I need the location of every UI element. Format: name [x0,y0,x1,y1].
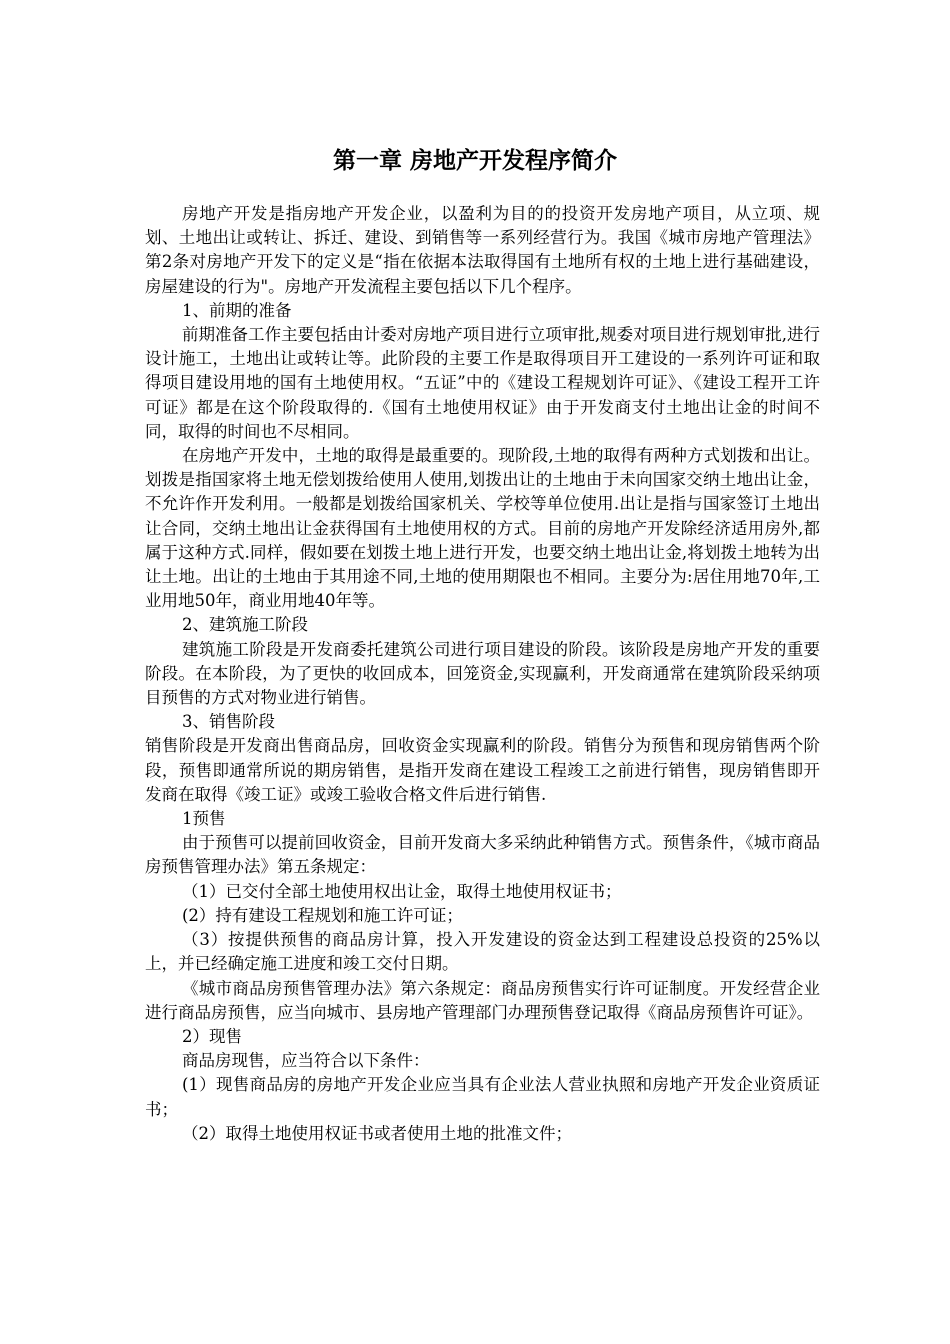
paragraph-construction: 建筑施工阶段是开发商委托建筑公司进行项目建设的阶段。该阶段是房地产开发的重要阶段。在本阶段，为了更快的收回成本，回笼资金,实现赢利，开发商通常在建筑阶段采纳项目预售的方式对物业进行销售。 [145,639,820,708]
spot-sale-condition-1: (1）现售商品房的房地产开发企业应当具有企业法人营业执照和房地产开发企业资质证书； [145,1075,820,1119]
section-heading-sales: 3、销售阶段 [182,712,275,732]
presale-condition-3: （3）按提供预售的商品房计算，投入开发建设的资金达到工程建设总投资的25%以上，并已经确定施工进度和竣工交付日期。 [145,930,820,974]
document-body [145,202,820,1146]
chapter-title: 第一章 房地产开发程序简介 [332,148,617,174]
section-heading-construction: 2、建筑施工阶段 [182,615,308,635]
paragraph-sales: 销售阶段是开发商出售商品房，回收资金实现赢利的阶段。销售分为预售和现房销售两个阶段，预售即通常所说的期房销售，是指开发商在建设工程竣工之前进行销售，现房销售即开发商在取得《竣工证》或竣工验收合格文件后进行销售. [145,736,820,804]
intro-paragraph: 房地产开发是指房地产开发企业，以盈利为目的的投资开发房地产项目，从立项、规划、土地出让或转让、拆迁、建设、到销售等一系列经营行为。我国《城市房地产管理法》第2条对房地产开发下的定义是“指在依据本法取得国有土地所有权的土地上进行基础建设，房屋建设的行为"。房地产开发流程主要包括以下几个程序。 [145,204,820,296]
paragraph-spot-sale: 商品房现售，应当符合以下条件： [182,1051,430,1071]
subheading-spot-sale: 2）现售 [182,1026,242,1046]
paragraph-presale: 由于预售可以提前回收资金，目前开发商大多采纳此种销售方式。预售条件，《城市商品房预售管理办法》第五条规定： [145,833,820,877]
subheading-presale: 1预售 [182,809,226,829]
paragraph-presale-license: 《城市商品房预售管理办法》第六条规定：商品房预售实行许可证制度。开发经营企业进行商品房预售，应当向城市、县房地产管理部门办理预售登记取得《商品房预售许可证》。 [145,978,820,1022]
paragraph-land: 在房地产开发中，土地的取得是最重要的。现阶段,土地的取得有两种方式划拨和出让。划拨是指国家将土地无偿划拨给使用人使用,划拨出让的土地由于未向国家交纳土地出让金，不允许作开发利用。一般都是划拨给国家机关、学校等单位使用.出让是指与国家签订土地出让合同，交纳土地出让金获得国有土地使用权的方式。目前的房地产开发除经济适用房外,都属于这种方式.同样，假如要在划拨土地上进行开发，也要交纳土地出让金,将划拨土地转为出让土地。出让的土地由于其用途不同,土地的使用期限也不相同。主要分为:居住用地70年,工业用地50年，商业用地40年等。 [145,446,820,611]
spot-sale-condition-2: （2）取得土地使用权证书或者使用土地的批准文件； [182,1123,572,1143]
section-heading-preparation: 1、前期的准备 [182,300,292,320]
presale-condition-1: （1）已交付全部土地使用权出让金，取得土地使用权证书； [182,881,622,901]
paragraph-preparation: 前期准备工作主要包括由计委对房地产项目进行立项审批,规委对项目进行规划审批,进行设计施工，土地出让或转让等。此阶段的主要工作是取得项目开工建设的一系列许可证和取得项目建设用地的国有土地使用权。“五证”中的《建设工程规划许可证》、《建设工程开工许可证》都是在这个阶段取得的.《国有土地使用权证》由于开发商支付土地出让金的时间不同，取得的时间也不尽相同。 [145,325,820,441]
presale-condition-2: (2）持有建设工程规划和施工许可证； [182,905,463,925]
